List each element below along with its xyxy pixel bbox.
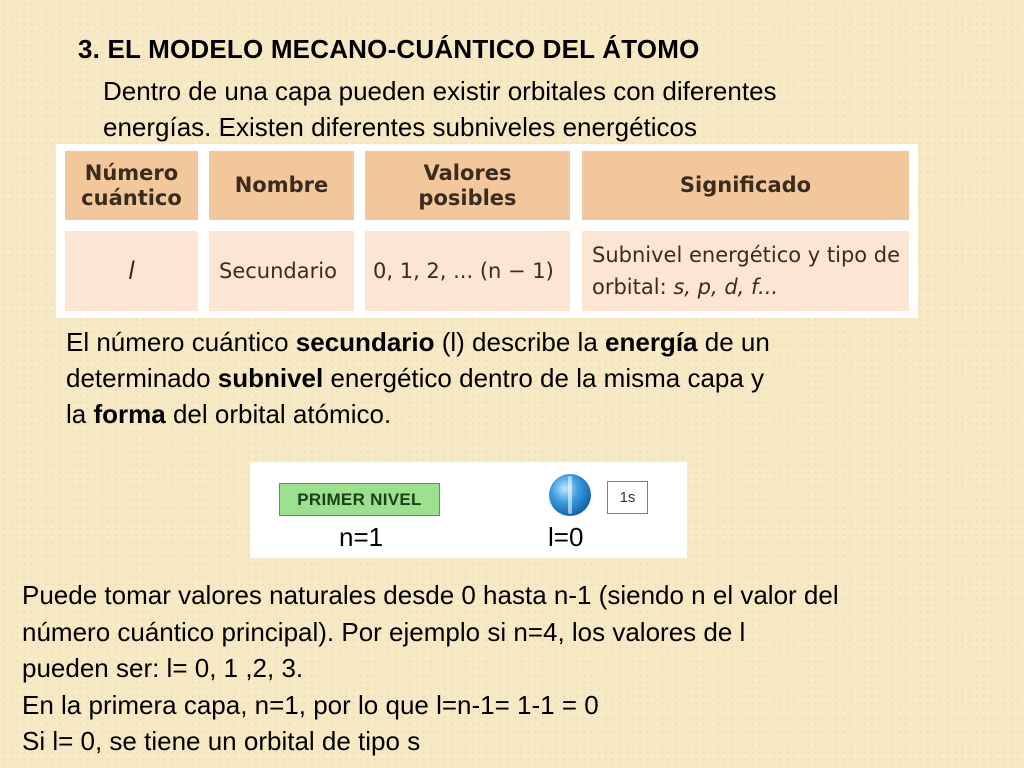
cell-meaning-line-2 [592, 271, 900, 303]
bold-secundario: secundario [295, 327, 435, 357]
para2-line-5: Si l= 0, se tiene un orbital de tipo s [22, 726, 421, 756]
header-valores-posibles [365, 151, 570, 220]
header-numero-cuantico-line-2: cuántico [81, 185, 182, 210]
text: determinado [66, 363, 218, 393]
text: la [66, 399, 94, 429]
header-numero-cuantico [65, 151, 198, 220]
text: El número cuántico [66, 327, 296, 357]
text: (l) describe la [434, 327, 606, 357]
cell-meaning [582, 231, 909, 311]
header-valores-line-1: Valores [423, 160, 512, 185]
para1-line-2 [66, 360, 946, 396]
para1-line-3 [66, 396, 946, 432]
cell-meaning-line-1: Subnivel energético y tipo de [592, 243, 901, 267]
bold-forma: forma [93, 399, 166, 429]
cell-meaning-prefix: orbital: [592, 275, 674, 299]
values-explanation [22, 577, 1022, 760]
cell-meaning-orbitals: s, p, d, f... [673, 275, 779, 299]
header-significado: Significado [582, 151, 909, 220]
header-numero-cuantico-line-1: Número [84, 160, 179, 185]
para2-line-2: número cuántico principal). Por ejemplo si n=4, los valores de l [22, 616, 746, 647]
slide-title: 3. EL MODELO MECANO-CUÁNTICO DEL ÁTOMO [78, 34, 700, 64]
secondary-number-description [66, 324, 946, 432]
text: del orbital atómico. [165, 399, 392, 429]
orbital-label-box: 1s [607, 481, 648, 514]
orbital-figure [250, 462, 687, 558]
para2-line-1: Puede tomar valores naturales desde 0 hasta n-1 (siendo n el valor del [22, 580, 839, 610]
text: de un [697, 327, 770, 357]
cell-name: Secundario [209, 231, 354, 311]
s-orbital-sphere-icon [549, 474, 591, 516]
para2-line-3: pueden ser: l= 0, 1 ,2, 3. [22, 653, 304, 683]
n-value: n=1 [339, 522, 384, 552]
header-nombre: Nombre [209, 151, 354, 220]
text: energético dentro de la misma capa y [323, 363, 765, 393]
para1-line-1 [66, 324, 946, 360]
quantum-number-table [56, 144, 918, 318]
l-value: l=0 [548, 522, 584, 552]
bold-energia: energía [605, 327, 698, 357]
bold-subnivel: subnivel [217, 363, 324, 393]
header-valores-line-2: posibles [418, 185, 517, 210]
level-label-box: PRIMER NIVEL [279, 483, 440, 516]
para2-line-4: En la primera capa, n=1, por lo que l=n-1= 1-1 = 0 [22, 689, 599, 720]
intro-text [103, 73, 963, 145]
intro-line-2: energías. Existen diferentes subniveles energéticos [103, 112, 698, 142]
cell-symbol: l [65, 231, 198, 311]
intro-line-1: Dentro de una capa pueden existir orbitales con diferentes [103, 76, 777, 106]
cell-values: 0, 1, 2, ... (n − 1) [365, 231, 570, 311]
